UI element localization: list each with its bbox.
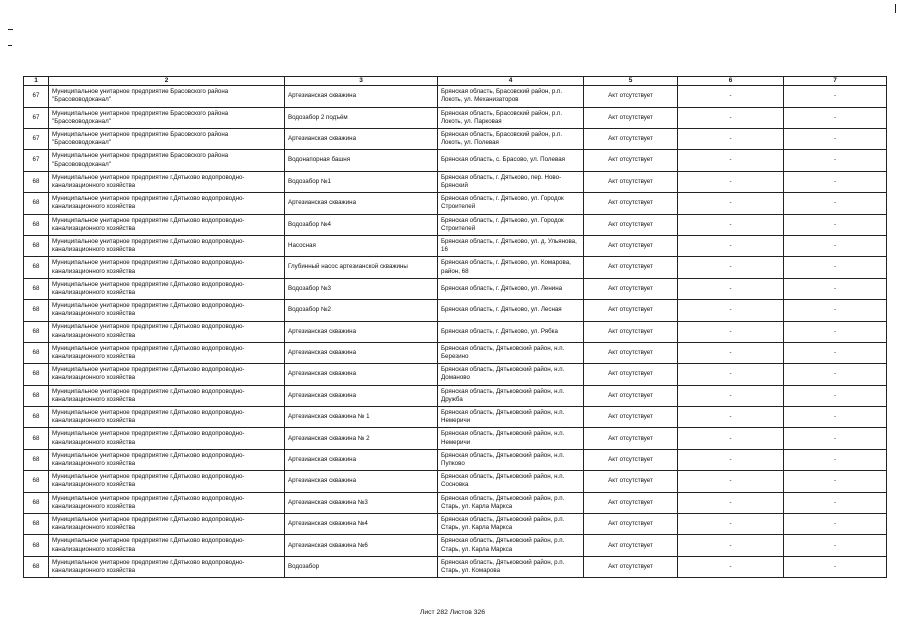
table-row (24, 428, 887, 449)
object-cell: Глубинный насос артезианской скважины (285, 257, 438, 278)
header-row (24, 77, 887, 86)
column-header: 7 (784, 77, 887, 86)
act-status-cell: Акт отсутствует (584, 535, 678, 556)
organization-cell: Муниципальное унитарное предприятие г.Дятьково водопроводно-канализационного хозяйства (49, 407, 285, 428)
address-cell: Брянская область, г. Дятьково, ул. Городок Строителей (438, 193, 584, 214)
row-number: 67 (24, 86, 49, 107)
organization-cell: Муниципальное унитарное предприятие г.Дятьково водопроводно-канализационного хозяйства (49, 342, 285, 363)
table-row (24, 107, 887, 128)
row-number: 68 (24, 214, 49, 235)
column-6-cell: - (678, 235, 784, 256)
act-status-cell: Акт отсутствует (584, 321, 678, 342)
row-number: 68 (24, 364, 49, 385)
column-7-cell: - (784, 300, 887, 321)
organization-cell: Муниципальное унитарное предприятие Брасовского района "Брасововодоканал" (49, 128, 285, 149)
page-footer: Лист 282 Листов 326 (419, 609, 486, 616)
table-row (24, 471, 887, 492)
column-7-cell: - (784, 471, 887, 492)
object-cell: Водозабор №3 (285, 278, 438, 299)
act-status-cell: Акт отсутствует (584, 385, 678, 406)
address-cell: Брянская область, Дятьковский район, н.п. Немеричи (438, 407, 584, 428)
column-6-cell: - (678, 535, 784, 556)
address-cell: Брянская область, г. Дятьково, ул. д. Ульянова, 16 (438, 235, 584, 256)
column-6-cell: - (678, 214, 784, 235)
table-row (24, 257, 887, 278)
column-6-cell: - (678, 321, 784, 342)
row-number: 68 (24, 449, 49, 470)
address-cell: Брянская область, Дятьковский район, н.п. Доманово (438, 364, 584, 385)
column-6-cell: - (678, 128, 784, 149)
column-7-cell: - (784, 193, 887, 214)
column-7-cell: - (784, 257, 887, 278)
act-status-cell: Акт отсутствует (584, 364, 678, 385)
column-6-cell: - (678, 428, 784, 449)
object-cell: Артезианская скважина (285, 364, 438, 385)
table-row (24, 278, 887, 299)
act-status-cell: Акт отсутствует (584, 300, 678, 321)
act-status-cell: Акт отсутствует (584, 128, 678, 149)
column-7-cell: - (784, 535, 887, 556)
row-number: 68 (24, 514, 49, 535)
object-cell: Артезианская скважина (285, 193, 438, 214)
column-7-cell: - (784, 107, 887, 128)
act-status-cell: Акт отсутствует (584, 514, 678, 535)
row-number: 68 (24, 193, 49, 214)
table-row (24, 535, 887, 556)
column-header: 1 (24, 77, 49, 86)
row-number: 67 (24, 150, 49, 171)
column-7-cell: - (784, 556, 887, 577)
organization-cell: Муниципальное унитарное предприятие г.Дятьково водопроводно-канализационного хозяйства (49, 278, 285, 299)
organization-cell: Муниципальное унитарное предприятие г.Дятьково водопроводно-канализационного хозяйства (49, 428, 285, 449)
column-7-cell: - (784, 128, 887, 149)
address-cell: Брянская область, г. Дятьково, ул. Рябка (438, 321, 584, 342)
row-number: 68 (24, 385, 49, 406)
row-number: 68 (24, 321, 49, 342)
scan-mark-top (8, 29, 13, 30)
table-row (24, 235, 887, 256)
address-cell: Брянская область, Дятьковский район, н.п. Сосновка (438, 471, 584, 492)
address-cell: Брянская область, Дятьковский район, р.п. Старь, ул. Комарова (438, 556, 584, 577)
object-cell: Водонапорная башня (285, 150, 438, 171)
object-cell: Артезианская скважина (285, 342, 438, 363)
column-6-cell: - (678, 449, 784, 470)
column-7-cell: - (784, 321, 887, 342)
column-6-cell: - (678, 407, 784, 428)
object-cell: Артезианская скважина (285, 128, 438, 149)
column-7-cell: - (784, 214, 887, 235)
organization-cell: Муниципальное унитарное предприятие г.Дятьково водопроводно-канализационного хозяйства (49, 300, 285, 321)
row-number: 68 (24, 428, 49, 449)
row-number: 68 (24, 471, 49, 492)
act-status-cell: Акт отсутствует (584, 428, 678, 449)
address-cell: Брянская область, Брасовский район, р.п. Локоть, ул. Парковая (438, 107, 584, 128)
column-6-cell: - (678, 385, 784, 406)
address-cell: Брянская область, Дятьковский район, н.п. Березино (438, 342, 584, 363)
column-6-cell: - (678, 492, 784, 513)
object-cell: Артезианская скважина (285, 385, 438, 406)
act-status-cell: Акт отсутствует (584, 407, 678, 428)
act-status-cell: Акт отсутствует (584, 471, 678, 492)
column-6-cell: - (678, 514, 784, 535)
table-row (24, 214, 887, 235)
column-7-cell: - (784, 385, 887, 406)
scan-mark-right (895, 4, 896, 13)
table-row (24, 150, 887, 171)
row-number: 67 (24, 107, 49, 128)
column-header: 6 (678, 77, 784, 86)
object-cell: Артезианская скважина (285, 449, 438, 470)
address-cell: Брянская область, Дятьковский район, н.п. Немеричи (438, 428, 584, 449)
row-number: 68 (24, 278, 49, 299)
column-6-cell: - (678, 471, 784, 492)
act-status-cell: Акт отсутствует (584, 278, 678, 299)
address-cell: Брянская область, Брасовский район, р.п. Локоть, ул. Механизаторов (438, 86, 584, 107)
object-cell: Водозабор №1 (285, 171, 438, 192)
organization-cell: Муниципальное унитарное предприятие г.Дятьково водопроводно-канализационного хозяйства (49, 321, 285, 342)
organization-cell: Муниципальное унитарное предприятие г.Дятьково водопроводно-канализационного хозяйства (49, 514, 285, 535)
act-status-cell: Акт отсутствует (584, 257, 678, 278)
object-cell: Водозабор 2 подъём (285, 107, 438, 128)
object-cell: Артезианская скважина (285, 321, 438, 342)
organization-cell: Муниципальное унитарное предприятие г.Дятьково водопроводно-канализационного хозяйства (49, 214, 285, 235)
address-cell: Брянская область, Брасовский район, р.п. Локоть, ул. Полевая (438, 128, 584, 149)
row-number: 68 (24, 300, 49, 321)
row-number: 68 (24, 535, 49, 556)
object-cell: Насосная (285, 235, 438, 256)
column-7-cell: - (784, 449, 887, 470)
organization-cell: Муниципальное унитарное предприятие г.Дятьково водопроводно-канализационного хозяйства (49, 449, 285, 470)
column-6-cell: - (678, 278, 784, 299)
act-status-cell: Акт отсутствует (584, 107, 678, 128)
column-7-cell: - (784, 407, 887, 428)
table-row (24, 514, 887, 535)
table-row (24, 492, 887, 513)
object-cell: Артезианская скважина №4 (285, 514, 438, 535)
row-number: 68 (24, 342, 49, 363)
column-7-cell: - (784, 150, 887, 171)
address-cell: Брянская область, с. Брасово, ул. Полевая (438, 150, 584, 171)
column-6-cell: - (678, 342, 784, 363)
table-row (24, 171, 887, 192)
column-6-cell: - (678, 556, 784, 577)
column-header: 4 (438, 77, 584, 86)
row-number: 68 (24, 556, 49, 577)
row-number: 68 (24, 235, 49, 256)
act-status-cell: Акт отсутствует (584, 86, 678, 107)
column-7-cell: - (784, 514, 887, 535)
table-row (24, 321, 887, 342)
table-row (24, 364, 887, 385)
organization-cell: Муниципальное унитарное предприятие г.Дятьково водопроводно-канализационного хозяйства (49, 471, 285, 492)
address-cell: Брянская область, г. Дятьково, ул. Комарова, район, 68 (438, 257, 584, 278)
act-status-cell: Акт отсутствует (584, 235, 678, 256)
table-row (24, 407, 887, 428)
object-cell: Артезианская скважина №3 (285, 492, 438, 513)
column-7-cell: - (784, 492, 887, 513)
table-row (24, 342, 887, 363)
row-number: 68 (24, 492, 49, 513)
act-status-cell: Акт отсутствует (584, 193, 678, 214)
act-status-cell: Акт отсутствует (584, 492, 678, 513)
column-7-cell: - (784, 428, 887, 449)
column-7-cell: - (784, 235, 887, 256)
row-number: 68 (24, 171, 49, 192)
column-6-cell: - (678, 171, 784, 192)
object-cell: Артезианская скважина №6 (285, 535, 438, 556)
object-cell: Водозабор №4 (285, 214, 438, 235)
object-cell: Артезианская скважина № 1 (285, 407, 438, 428)
address-cell: Брянская область, Дятьковский район, р.п. Старь, ул. Карла Маркса (438, 535, 584, 556)
column-7-cell: - (784, 278, 887, 299)
organization-cell: Муниципальное унитарное предприятие г.Дятьково водопроводно-канализационного хозяйства (49, 535, 285, 556)
organization-cell: Муниципальное унитарное предприятие г.Дятьково водопроводно-канализационного хозяйства (49, 385, 285, 406)
organization-cell: Муниципальное унитарное предприятие г.Дятьково водопроводно-канализационного хозяйства (49, 556, 285, 577)
table-row (24, 300, 887, 321)
organization-cell: Муниципальное унитарное предприятие Брасовского района "Брасововодоканал" (49, 150, 285, 171)
column-6-cell: - (678, 150, 784, 171)
object-cell: Артезианская скважина (285, 471, 438, 492)
column-7-cell: - (784, 86, 887, 107)
table-row (24, 86, 887, 107)
column-6-cell: - (678, 86, 784, 107)
column-header: 3 (285, 77, 438, 86)
organization-cell: Муниципальное унитарное предприятие г.Дятьково водопроводно-канализационного хозяйства (49, 364, 285, 385)
act-status-cell: Акт отсутствует (584, 214, 678, 235)
organization-cell: Муниципальное унитарное предприятие г.Дятьково водопроводно-канализационного хозяйства (49, 257, 285, 278)
row-number: 68 (24, 257, 49, 278)
table-body (24, 86, 887, 578)
organization-cell: Муниципальное унитарное предприятие г.Дятьково водопроводно-канализационного хозяйства (49, 492, 285, 513)
table-row (24, 449, 887, 470)
column-6-cell: - (678, 193, 784, 214)
table-row (24, 128, 887, 149)
act-status-cell: Акт отсутствует (584, 171, 678, 192)
organization-cell: Муниципальное унитарное предприятие Брасовского района "Брасововодоканал" (49, 107, 285, 128)
column-7-cell: - (784, 342, 887, 363)
act-status-cell: Акт отсутствует (584, 556, 678, 577)
object-cell: Водозабор (285, 556, 438, 577)
address-cell: Брянская область, г. Дятьково, ул. Городок Строителей (438, 214, 584, 235)
address-cell: Брянская область, Дятьковский район, н.п. Пупково (438, 449, 584, 470)
address-cell: Брянская область, Дятьковский район, р.п. Старь, ул. Карла Маркса (438, 514, 584, 535)
act-status-cell: Акт отсутствует (584, 342, 678, 363)
object-cell: Артезианская скважина № 2 (285, 428, 438, 449)
organization-cell: Муниципальное унитарное предприятие г.Дятьково водопроводно-канализационного хозяйства (49, 235, 285, 256)
table-row (24, 556, 887, 577)
table-row (24, 385, 887, 406)
column-7-cell: - (784, 171, 887, 192)
registry-table (23, 76, 887, 578)
column-7-cell: - (784, 364, 887, 385)
object-cell: Артезианская скважина (285, 86, 438, 107)
column-header: 2 (49, 77, 285, 86)
act-status-cell: Акт отсутствует (584, 449, 678, 470)
address-cell: Брянская область, Дятьковский район, р.п. Старь, ул. Карла Маркса (438, 492, 584, 513)
address-cell: Брянская область, Дятьковский район, н.п. Дружба (438, 385, 584, 406)
scan-mark-middle (8, 45, 12, 46)
column-6-cell: - (678, 300, 784, 321)
object-cell: Водозабор №2 (285, 300, 438, 321)
row-number: 67 (24, 128, 49, 149)
row-number: 68 (24, 407, 49, 428)
address-cell: Брянская область, г. Дятьково, ул. Лесная (438, 300, 584, 321)
table-row (24, 193, 887, 214)
organization-cell: Муниципальное унитарное предприятие Брасовского района "Брасововодоканал" (49, 86, 285, 107)
column-6-cell: - (678, 364, 784, 385)
column-6-cell: - (678, 257, 784, 278)
act-status-cell: Акт отсутствует (584, 150, 678, 171)
organization-cell: Муниципальное унитарное предприятие г.Дятьково водопроводно-канализационного хозяйства (49, 193, 285, 214)
organization-cell: Муниципальное унитарное предприятие г.Дятьково водопроводно-канализационного хозяйства (49, 171, 285, 192)
column-header: 5 (584, 77, 678, 86)
column-6-cell: - (678, 107, 784, 128)
address-cell: Брянская область, г. Дятьково, ул. Ленина (438, 278, 584, 299)
address-cell: Брянская область, г. Дятьково, пер. Ново-Брянский (438, 171, 584, 192)
